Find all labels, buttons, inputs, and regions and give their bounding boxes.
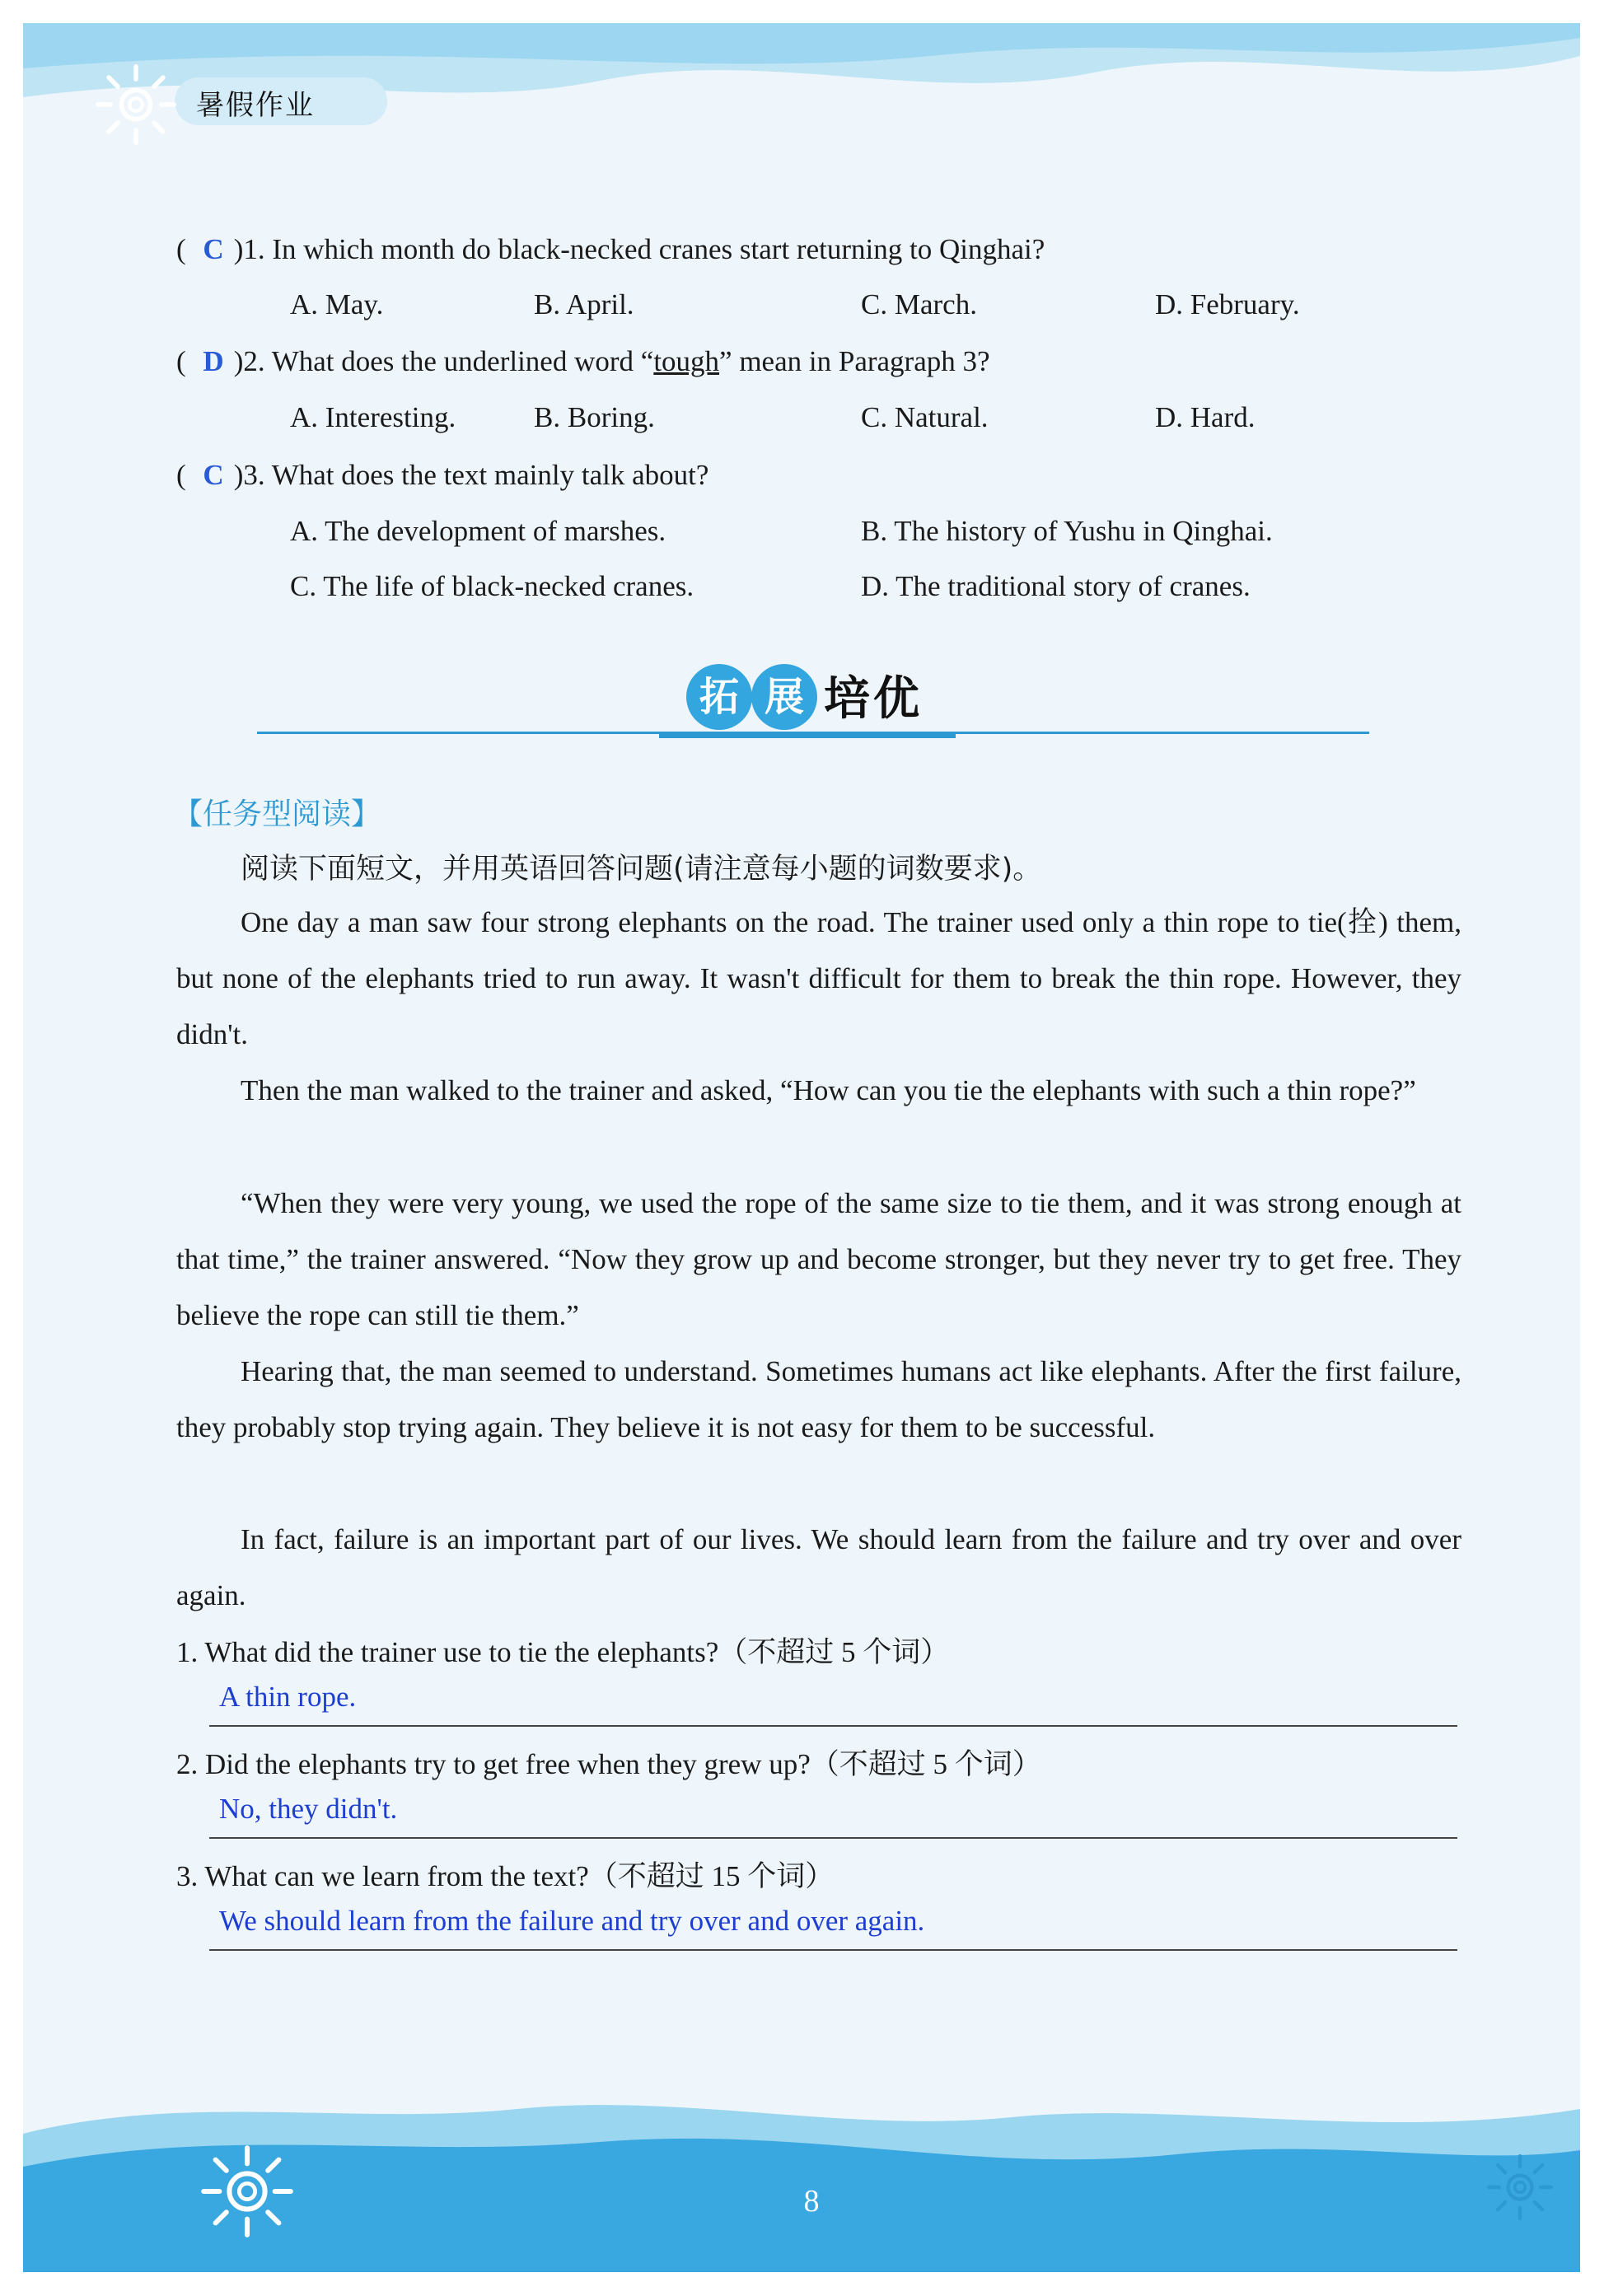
mc-answer-3: C [203, 459, 224, 491]
mc-question-1: ( C )1. In which month do black-necked cranes start returning to Qinghai? [176, 233, 1045, 265]
short-answer-3: We should learn from the failure and try over and over again. [219, 1905, 925, 1937]
mc2-option-a: A. Interesting. [290, 401, 456, 433]
short-question-2: 2. Did the elephants try to get free when they grew up?（不超过 5 个词） [176, 1748, 1041, 1780]
mc-answer-2: D [203, 345, 224, 377]
mc1-option-d: D. February. [1155, 288, 1300, 320]
mc3-option-a: A. The development of marshes. [290, 515, 666, 547]
mc3-option-d: D. The traditional story of cranes. [861, 570, 1251, 602]
short-question-1: 1. What did the trainer use to tie the elephants?（不超过 5 个词） [176, 1636, 950, 1668]
section-badge-2: 展 [751, 664, 817, 730]
mc1-option-c: C. March. [861, 288, 977, 320]
short-answer-1: A thin rope. [219, 1681, 357, 1713]
passage-paragraph-4: Hearing that, the man seemed to understand. Sometimes humans act like elephants. After the first failure, they probably stop trying again. They believe it is not easy for them to be successful. [176, 1355, 1461, 1443]
passage-paragraph-3: “When they were very young, we used the rope of the same size to tie them, and it was strong enough at that time,” the trainer answered. “Now they grow up and become stronger, but they never try to get free. They believe the rope can still tie them.” [176, 1187, 1461, 1331]
mc-question-2: ( D )2. What does the underlined word “tough” mean in Paragraph 3? [176, 345, 990, 377]
answer-line-1 [209, 1672, 1457, 1727]
mc3-option-c: C. The life of black-necked cranes. [290, 570, 694, 602]
task-label: 【任务型阅读】 [173, 797, 381, 831]
passage-paragraph-5: In fact, failure is an important part of our lives. We should learn from the failure and try over and over again. [176, 1523, 1461, 1611]
passage-paragraph-1: One day a man saw four strong elephants on the road. The trainer used only a thin rope to tie(拴) them, but none of the elephants tried to run away. It wasn't difficult for them to break the thin rope. However, they didn't. [176, 906, 1461, 1050]
short-question-3: 3. What can we learn from the text?（不超过 15 个词） [176, 1860, 835, 1892]
mc1-option-a: A. May. [290, 288, 384, 320]
task-instruction: 阅读下面短文，并用英语回答问题(请注意每小题的词数要求)。 [241, 853, 1042, 886]
sun-icon [91, 59, 181, 150]
passage-paragraph-2: Then the man walked to the trainer and asked, “How can you tie the elephants with such a thin rope?” [241, 1074, 1416, 1106]
section-badge-1: 拓 [686, 664, 752, 730]
mc1-option-b: B. April. [534, 288, 634, 320]
short-answer-2: No, they didn't. [219, 1793, 398, 1825]
header-title: 暑假作业 [196, 89, 315, 122]
page-number: 8 [803, 2184, 820, 2219]
mc2-option-d: D. Hard. [1155, 401, 1256, 433]
mc2-option-b: B. Boring. [534, 401, 655, 433]
sun-icon [1483, 2150, 1557, 2224]
mc-question-3: ( C )3. What does the text mainly talk about? [176, 459, 709, 491]
underlined-word: tough [653, 345, 720, 377]
section-rule-accent [659, 732, 956, 738]
mc2-option-c: C. Natural. [861, 401, 989, 433]
mc3-option-b: B. The history of Yushu in Qinghai. [861, 515, 1273, 547]
section-title: 培优 [824, 672, 923, 726]
sun-icon [198, 2142, 297, 2241]
mc-answer-1: C [203, 233, 224, 265]
